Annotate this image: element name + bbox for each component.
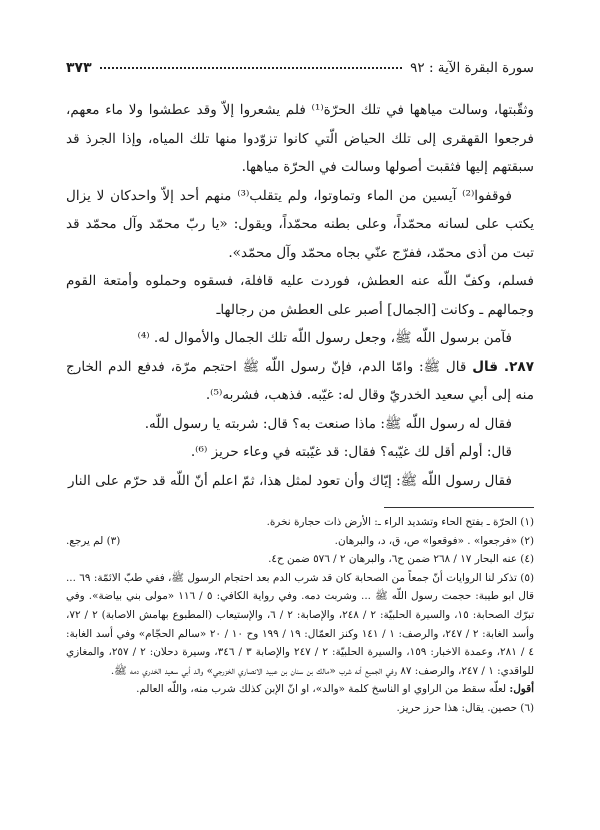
paragraph-2: فوقفوا⁽²⁾ آيسين من الماء وتماوتوا، ولم يتقلب⁽³⁾ منهم أحد إلاّ واحدكان لا يزال يكتب على لسانه محمّداً، وعلى بطنه محمّداً، ويقول: «يا ربّ محمّد وآل محمّد قد تبت من أذى محمّد، ففرّج عنّي بجاه محمّد وآل محمّد». (66, 187, 534, 261)
footnote-1: (١) الحرّة ـ بفتح الحاء وتشديد الراء ـ: الأرض ذات حجارة نخرة. (266, 516, 534, 528)
main-text (66, 96, 534, 495)
footnote-5: (٥) تذكر لنا الروايات أنّ جمعاً من الصحابة كان قد شرب الدم بعد احتجام الرسول ﷺ، ففي طبّ الائمّة: ٦٩ ... قال ابو طيبة: حجمت رسول اللّه ﷺ ... وشربت دمه. وفي رواية الكافي: ٥ / ١١٦ «مولى بني بياضة». وفي تبرّك الصحابة: ١٥، والسيرة الحلبيّة: ٢ / ٢٤٨، والإصابة: ٢ / ٦، والإستيعاب (المطبوع بهامش الاصابة) ٢ / ٧٢، وأسد الغابة: ٢ / ٢٤٧، والرصف: ١ / ١٤١ وكنز العمّال: ١٩ / ١٩٩ وح ١٠ / ٢٠ «سالم الحجّام» وفي أسد الغابة: ٤ / ٢٨١، وعمدة الاخبار: ١٥٩، والسيرة الحلبيّة: ٢ / ٢٤٧ والإصابة ٣ / ٣٤٦، وسيرة دحلان: ٢ / ٢٥٧، والمغازي للواقدي: ١ / ٢٤٧، والرصف: ٨٧ وفي الجميع أنه شرب «مالك بن سنان بن عبيد الانصاري الخزرجي» والد أبي سعيد الخدري دمه ﷺ. (66, 571, 535, 677)
footnote-separator (384, 507, 534, 508)
paragraph-3: فسلم، وكفّ اللّه عنه العطش، فوردت عليه قافلة، فسقوه وحملوه وأمتعة القوم وجمالهم ـ وكانت [الجمال] أصبر على العطش من رجالهاـ (66, 273, 534, 318)
footnote-3: (٣) لم يرجع. (66, 534, 121, 547)
paragraph-1: وثقّبتها، وسالت مياهها في تلك الحرّة⁽¹⁾ فلم يشعروا إلاّ وقد عطشوا ولا ماء معهم، فرجعوا القهقرى إلى تلك الحياض الّتي كانوا تزوّدوا منها تلك المياه، وإذا الجرذ قد سبقتهم إليها فثقبت أصولها وسالت في الحرّة مياهها. (66, 102, 534, 175)
paragraph-7: قال: أولم أقل لك غيّبه؟ فقال: قد غيّبته في وعاء حريز ⁽⁶⁾. (190, 444, 512, 460)
paragraph-5-text: قال ﷺ: وامّا الدم، فإنّ رسول اللّه ﷺ احتجم مرّة، فدفع الدم الخارج منه إلى أبي سعيد الخدريّ وقال له: غيّبه. فذهب، فشربه⁽⁵⁾. (66, 358, 534, 403)
section-lead: قال (472, 358, 499, 375)
paragraph-4: فآمن برسول اللّه ﷺ، وجعل رسول اللّه تلك الجمال والأموال له. ⁽⁴⁾ (137, 330, 512, 346)
footnote-5-note (66, 680, 534, 699)
paragraph-6: فقال له رسول اللّه ﷺ: ماذا صنعت به؟ قال: شربته يا رسول اللّه. (144, 415, 512, 432)
footnote-2: (٢) «فرجعوا» . «فوقعوا» ص، ق، د، والبرهان. (334, 534, 534, 547)
footnotes (66, 513, 534, 718)
footnote-6: (٦) حصين. يقال: هذا حرز حريز. (396, 701, 534, 714)
footnote-5-note-text: لعلّه سقط من الراوي او الناسخ كلمة «والد»، او انّ الإبن كذلك شرب منه، واللّه العالم. (136, 683, 507, 696)
paragraph-5 (66, 353, 534, 410)
footnote-5-note-lead: أقول: (509, 683, 534, 696)
header-dotted-rule (100, 67, 403, 69)
running-header (66, 58, 534, 78)
paragraph-8: فقال رسول اللّه ﷺ: إيّاك وأن تعود لمثل هذا، ثمّ اعلم أنّ اللّه قد حرّم على النار (68, 472, 512, 489)
section-number: ٢٨٧. (503, 358, 534, 375)
header-surah-title: سورة البقرة الآية : ٩٢ (410, 60, 534, 76)
footnote-row-2-3 (66, 532, 534, 551)
page-number: ٣٧٣ (66, 60, 92, 76)
footnote-4: (٤) عنه البحار ١٧ / ٢٦٨ ضمن ح٦، والبرهان ٢ / ٥٧٦ ضمن ح٤. (268, 553, 534, 566)
